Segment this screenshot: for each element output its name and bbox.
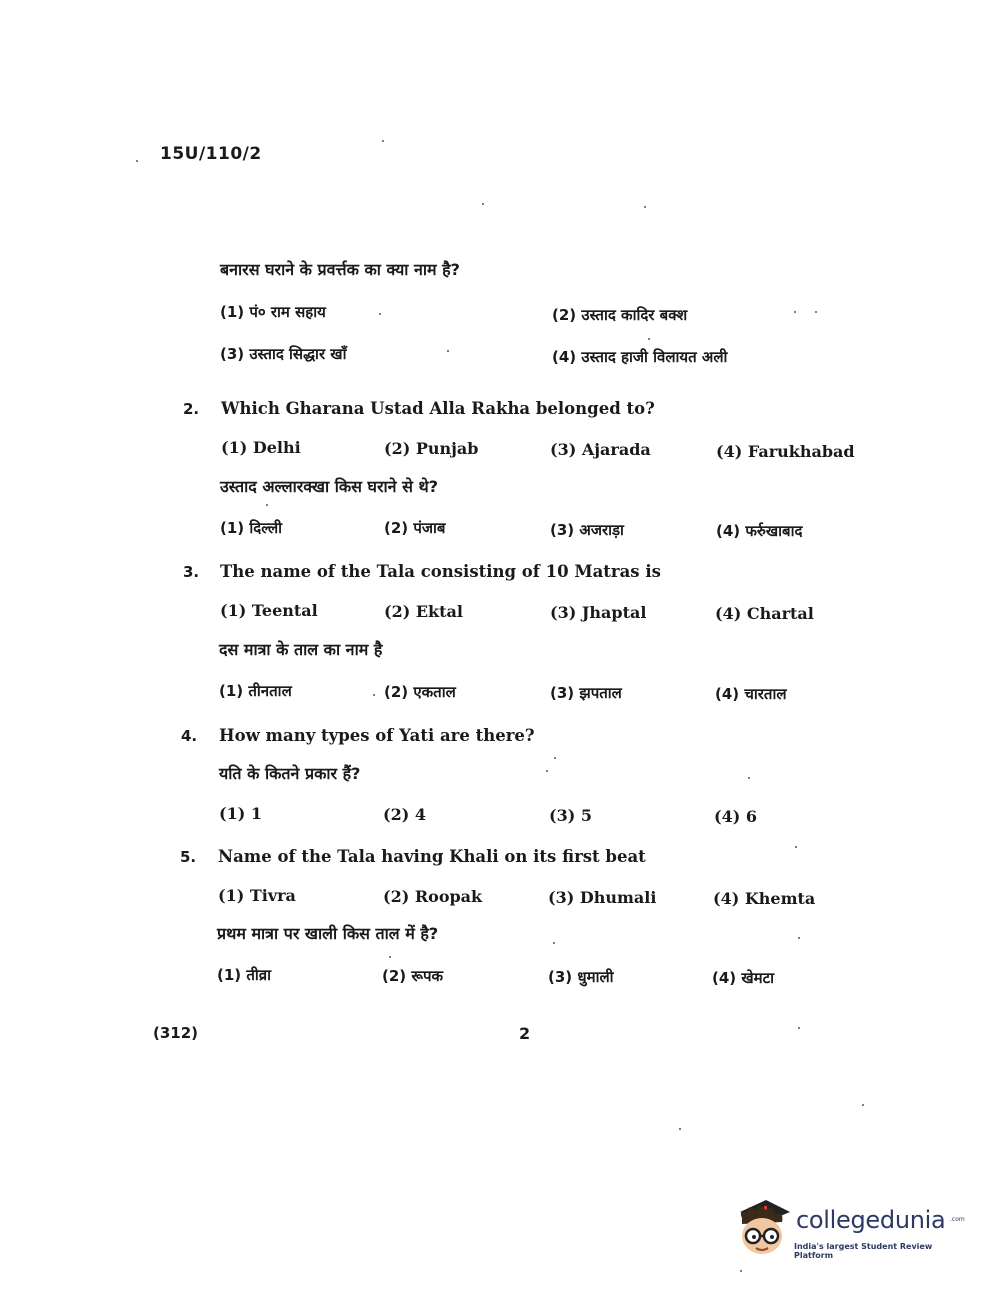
q3-option-en-3: (3) Jhaptal xyxy=(550,603,647,622)
q2-option-hi-4: (4) फर्रुखाबाद xyxy=(716,522,803,540)
scan-speck xyxy=(136,160,138,162)
q3-text-hi: दस मात्रा के ताल का नाम है xyxy=(219,640,383,659)
q5-option-hi-1: (1) तीव्रा xyxy=(217,966,272,984)
q4-text-hi: यति के कितने प्रकार हैं? xyxy=(219,764,361,783)
scan-speck xyxy=(554,757,556,759)
q4-option-1: (1) 1 xyxy=(219,804,262,823)
q5-option-hi-2: (2) रूपक xyxy=(382,967,444,985)
scan-speck xyxy=(748,777,750,779)
q1-hindi-option-3: (3) उस्ताद सिद्धार खाँ xyxy=(220,345,347,363)
scan-speck xyxy=(798,1027,800,1029)
q2-option-hi-1: (1) दिल्ली xyxy=(220,519,283,537)
q3-text-en: The name of the Tala consisting of 10 Matras is xyxy=(220,562,661,581)
q2-text-hi: उस्ताद अल्लारक्खा किस घराने से थे? xyxy=(220,477,439,496)
scan-speck xyxy=(447,350,449,352)
scan-speck xyxy=(389,956,391,958)
q5-option-en-3: (3) Dhumali xyxy=(548,888,657,907)
scan-speck xyxy=(553,942,555,944)
footer-code: (312) xyxy=(153,1024,199,1042)
logo-brand-text: collegedunia xyxy=(796,1206,946,1234)
q2-option-en-4: (4) Farukhabad xyxy=(716,442,855,461)
q2-option-en-1: (1) Delhi xyxy=(221,438,301,457)
q4-option-2: (2) 4 xyxy=(383,805,426,824)
q1-hindi-option-1: (1) पं० राम सहाय xyxy=(220,303,326,321)
q3-option-hi-2: (2) एकताल xyxy=(384,683,456,701)
scan-speck xyxy=(648,338,650,340)
paper-code: 15U/110/2 xyxy=(160,144,262,164)
scan-speck xyxy=(795,846,797,848)
scan-speck xyxy=(679,1128,681,1130)
q1-hindi-text: बनारस घराने के प्रवर्त्तक का क्या नाम है? xyxy=(220,260,460,279)
scan-speck xyxy=(740,1270,742,1272)
scan-speck xyxy=(266,504,268,506)
scan-speck xyxy=(815,311,817,313)
scan-speck xyxy=(798,937,800,939)
scan-speck xyxy=(482,203,484,205)
q3-option-hi-1: (1) तीनताल xyxy=(219,682,292,700)
scan-speck xyxy=(379,313,381,315)
q5-text-en: Name of the Tala having Khali on its first beat xyxy=(218,847,646,866)
q4-option-3: (3) 5 xyxy=(549,806,592,825)
q5-option-en-4: (4) Khemta xyxy=(713,889,816,908)
q5-option-hi-3: (3) धुमाली xyxy=(548,968,614,986)
q2-option-hi-3: (3) अजराड़ा xyxy=(550,521,624,539)
logo-tagline: India's largest Student Review Platform xyxy=(794,1242,933,1260)
q3-option-hi-4: (4) चारताल xyxy=(715,685,787,703)
scan-speck xyxy=(794,311,796,313)
q5-option-en-1: (1) Tivra xyxy=(218,886,296,905)
scan-speck xyxy=(644,206,646,208)
q5-option-hi-4: (4) खेमटा xyxy=(712,969,775,987)
scan-speck xyxy=(862,1104,864,1106)
q5-option-en-2: (2) Roopak xyxy=(383,887,483,906)
q5-text-hi: प्रथम मात्रा पर खाली किस ताल में है? xyxy=(217,924,439,943)
q2-option-hi-2: (2) पंजाब xyxy=(384,519,446,537)
page-number: 2 xyxy=(519,1024,531,1043)
q2-option-en-3: (3) Ajarada xyxy=(550,440,651,459)
q2-text-en: Which Gharana Ustad Alla Rakha belonged to? xyxy=(221,399,655,418)
q4-option-4: (4) 6 xyxy=(714,807,757,826)
q3-number: 3. xyxy=(183,563,200,581)
q1-hindi-option-2: (2) उस्ताद कादिर बक्श xyxy=(552,306,688,324)
scan-speck xyxy=(546,770,548,772)
q4-number: 4. xyxy=(181,727,198,745)
collegedunia-logo xyxy=(732,1196,965,1262)
q5-number: 5. xyxy=(180,848,197,866)
q4-text-en: How many types of Yati are there? xyxy=(219,726,535,745)
q1-hindi-option-4: (4) उस्ताद हाजी विलायत अली xyxy=(552,348,728,366)
mascot-icon xyxy=(732,1196,794,1262)
q3-option-hi-3: (3) झपताल xyxy=(550,684,622,702)
q3-option-en-2: (2) Ektal xyxy=(384,602,463,621)
logo-domain-text: .com xyxy=(950,1216,965,1223)
q2-number: 2. xyxy=(183,400,200,418)
q3-option-en-4: (4) Chartal xyxy=(715,604,814,623)
scan-speck xyxy=(382,140,384,142)
q2-option-en-2: (2) Punjab xyxy=(384,439,479,458)
scan-speck xyxy=(373,694,375,696)
q3-option-en-1: (1) Teental xyxy=(220,601,318,620)
